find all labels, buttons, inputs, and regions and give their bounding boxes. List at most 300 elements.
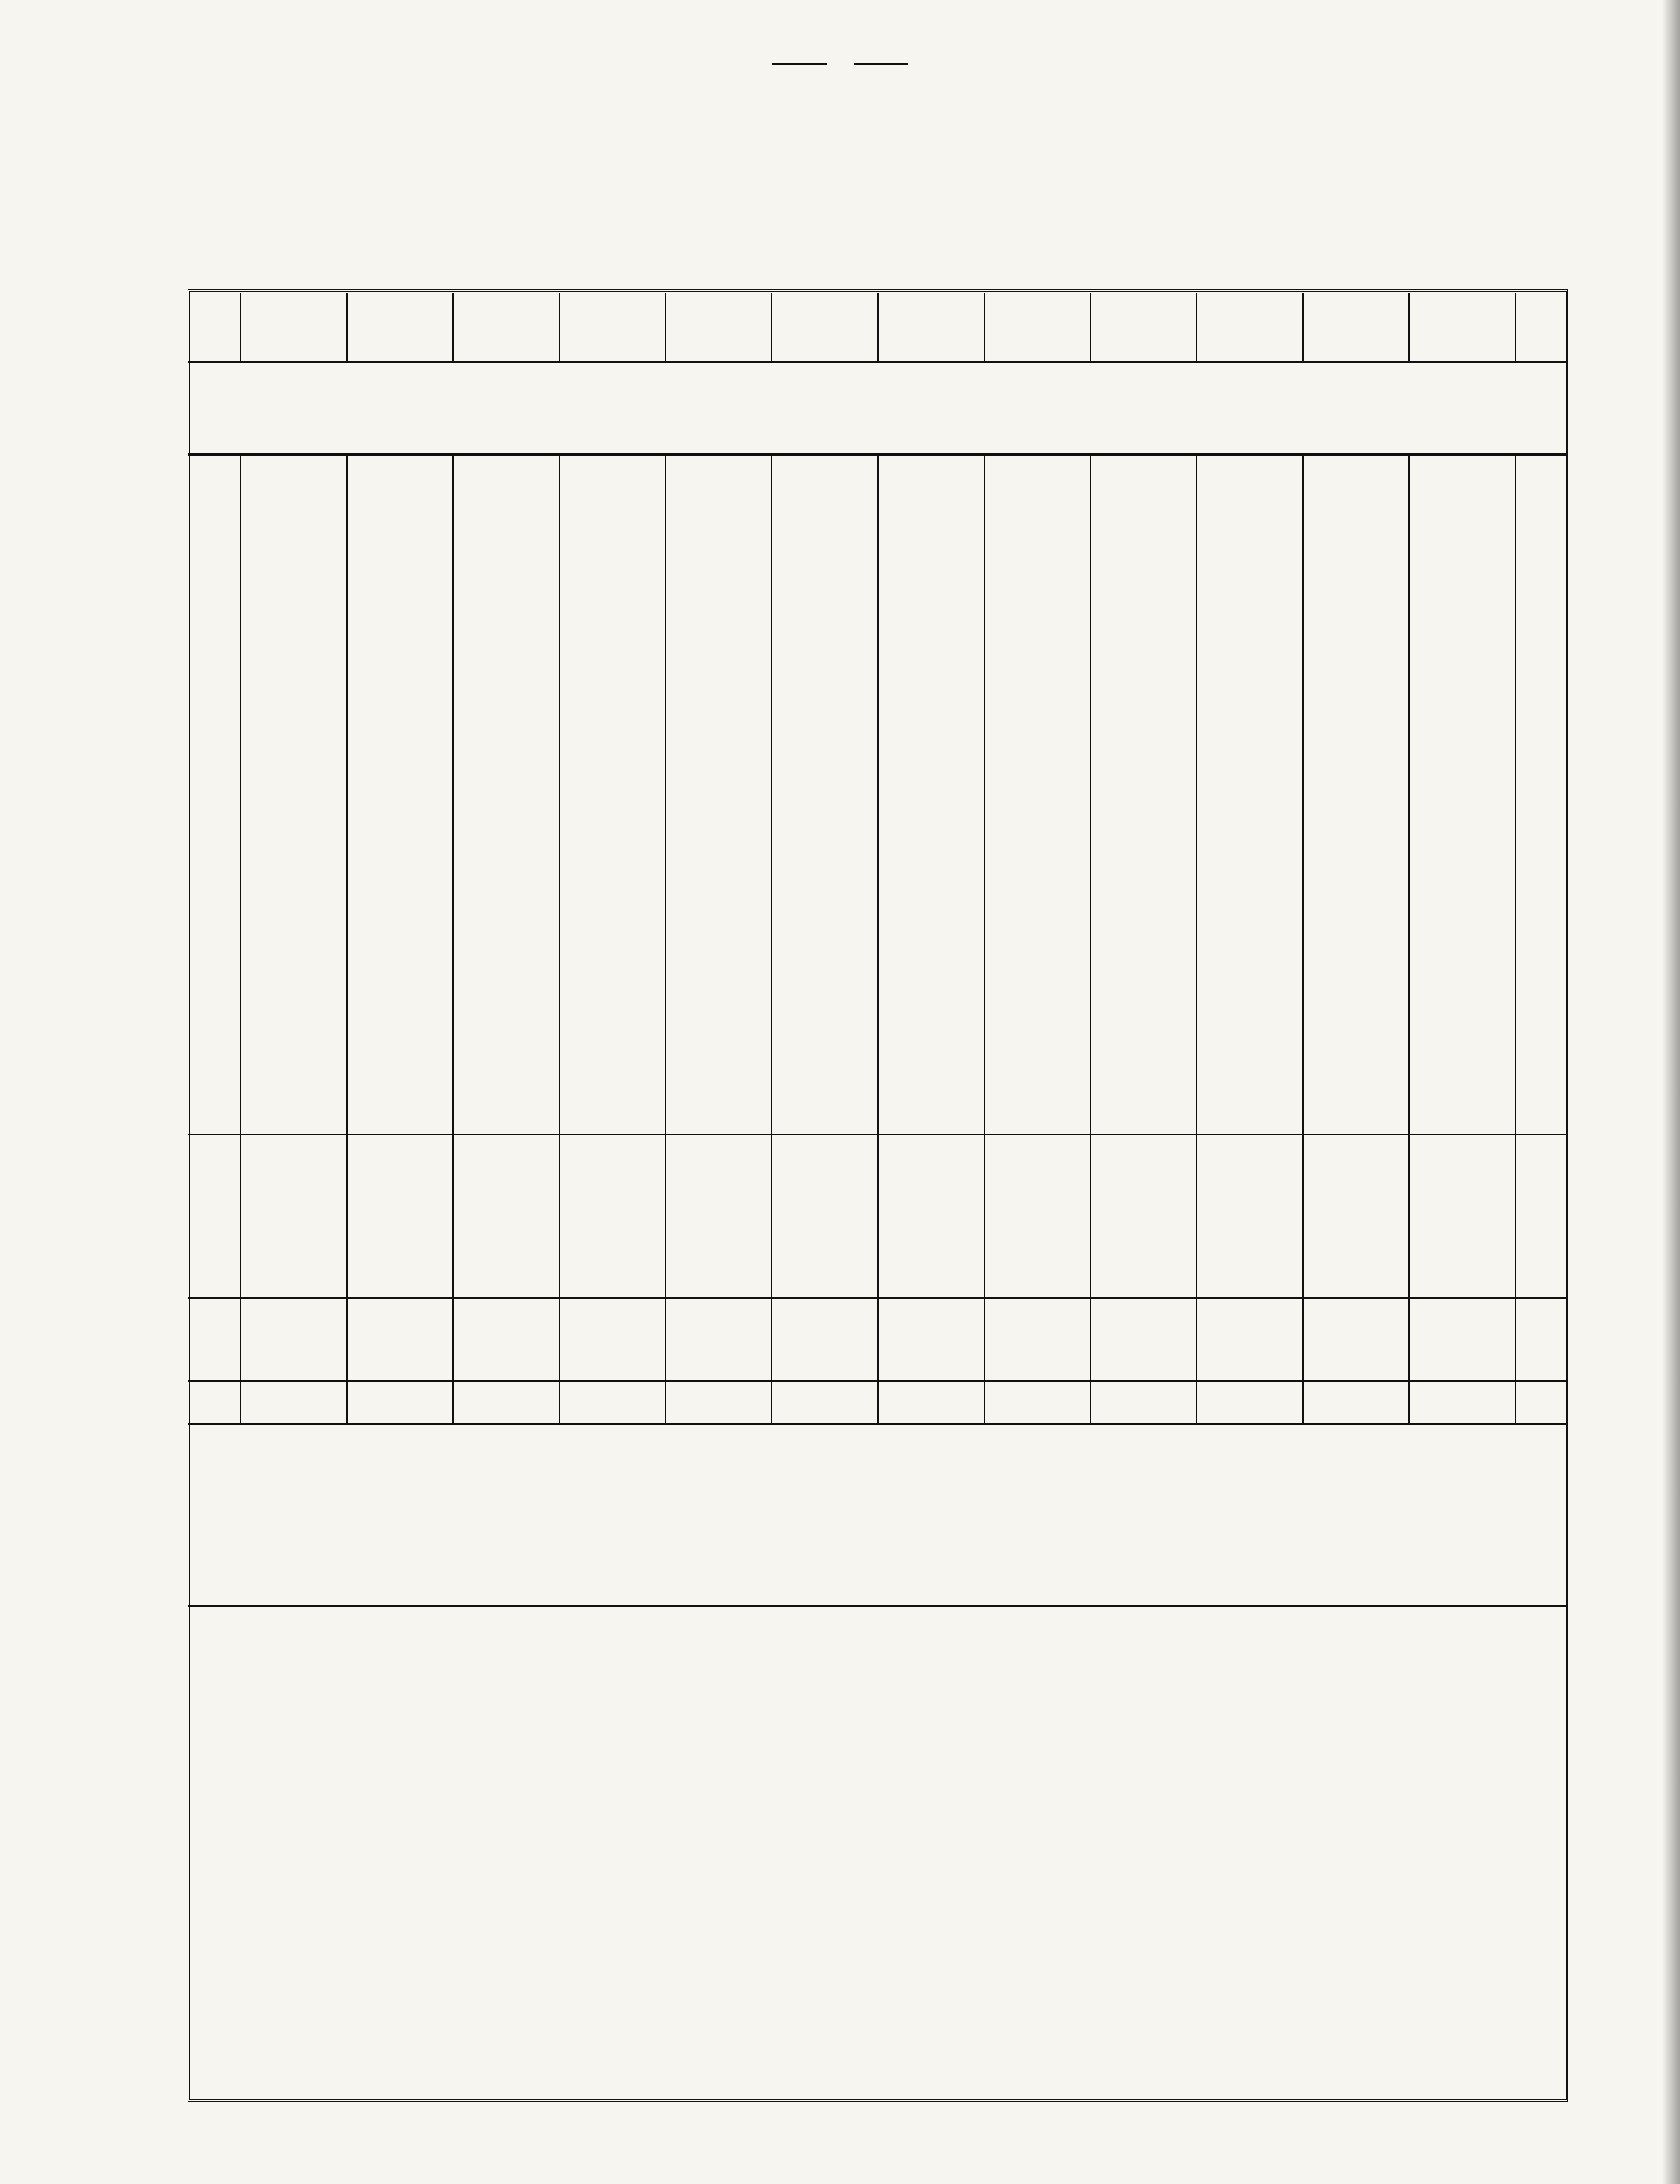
spacer-cell bbox=[1091, 1214, 1197, 1232]
table-cell bbox=[1303, 713, 1409, 734]
table-cell bbox=[666, 655, 772, 675]
table-cell bbox=[772, 534, 878, 555]
spacer-cell bbox=[453, 1214, 560, 1232]
spacer-cell bbox=[1409, 894, 1515, 912]
table-cell bbox=[984, 635, 1091, 655]
table-cell bbox=[666, 1276, 772, 1298]
table-cell bbox=[1303, 854, 1409, 874]
table-cell bbox=[1197, 615, 1303, 635]
table-cell bbox=[453, 874, 560, 894]
table-cell bbox=[1409, 794, 1515, 814]
table-cell bbox=[1091, 574, 1197, 595]
table-cell bbox=[1409, 1013, 1515, 1033]
table-cell bbox=[878, 814, 984, 834]
table-cell bbox=[347, 854, 453, 874]
table-cell bbox=[772, 973, 878, 993]
table-cell bbox=[1303, 952, 1409, 973]
table-cell bbox=[1515, 1113, 1569, 1134]
spacer-cell bbox=[1091, 455, 1197, 474]
table-cell bbox=[1091, 474, 1197, 494]
table-cell bbox=[1303, 773, 1409, 794]
table-cell bbox=[241, 814, 347, 834]
table-cell bbox=[1303, 973, 1409, 993]
table-cell bbox=[1303, 912, 1409, 932]
table-cell bbox=[984, 594, 1091, 615]
table-row bbox=[188, 834, 1568, 854]
table-cell bbox=[241, 514, 347, 534]
table-cell bbox=[984, 854, 1091, 874]
table-cell bbox=[453, 635, 560, 655]
spacer-cell bbox=[984, 894, 1091, 912]
table-cell bbox=[453, 952, 560, 973]
spacer-cell bbox=[560, 455, 666, 474]
spacer-cell bbox=[347, 675, 453, 693]
spacer-cell bbox=[984, 1214, 1091, 1232]
table-cell bbox=[188, 693, 241, 713]
table-cell bbox=[1197, 1073, 1303, 1093]
table-cell bbox=[1409, 733, 1515, 753]
spacer-cell bbox=[188, 1134, 241, 1149]
table-cell bbox=[666, 773, 772, 794]
table-cell bbox=[878, 1254, 984, 1276]
table-header-row bbox=[188, 293, 1568, 362]
table-cell bbox=[1515, 932, 1569, 953]
table-cell bbox=[772, 733, 878, 753]
table-cell bbox=[984, 1093, 1091, 1114]
table-cell bbox=[984, 753, 1091, 774]
table-cell bbox=[453, 1171, 560, 1192]
table-cell bbox=[1409, 1254, 1515, 1276]
table-cell bbox=[453, 932, 560, 953]
spacer-cell bbox=[984, 1134, 1091, 1149]
table-cell bbox=[241, 594, 347, 615]
table-cell bbox=[1091, 615, 1197, 635]
table-cell bbox=[188, 912, 241, 932]
spacer-row bbox=[188, 894, 1568, 912]
table-cell bbox=[984, 1073, 1091, 1093]
table-cell bbox=[1409, 874, 1515, 894]
table-cell bbox=[188, 1192, 241, 1214]
table-cell bbox=[188, 1013, 241, 1033]
table-cell bbox=[1409, 834, 1515, 854]
table-cell bbox=[1409, 1033, 1515, 1053]
table-cell bbox=[1197, 932, 1303, 953]
spacer-cell bbox=[1197, 894, 1303, 912]
table-cell bbox=[1197, 1149, 1303, 1171]
table-cell bbox=[1091, 1033, 1197, 1053]
table-cell bbox=[241, 474, 347, 494]
table-cell bbox=[347, 1171, 453, 1192]
table-cell bbox=[878, 773, 984, 794]
spacer-cell bbox=[666, 675, 772, 693]
table-cell bbox=[1197, 693, 1303, 713]
row-label bbox=[188, 1232, 241, 1254]
table-cell bbox=[772, 1073, 878, 1093]
table-cell bbox=[560, 932, 666, 953]
summary-row bbox=[188, 1340, 1568, 1381]
table-cell bbox=[1197, 854, 1303, 874]
table-cell bbox=[188, 1033, 241, 1053]
table-cell bbox=[453, 1298, 560, 1340]
table-cell bbox=[1303, 574, 1409, 595]
table-cell bbox=[188, 973, 241, 993]
spacer-cell bbox=[453, 455, 560, 474]
table-cell bbox=[1303, 494, 1409, 514]
table-cell bbox=[878, 973, 984, 993]
table-cell bbox=[772, 1298, 878, 1340]
table-cell bbox=[772, 514, 878, 534]
table-cell bbox=[1303, 693, 1409, 713]
table-cell bbox=[1303, 794, 1409, 814]
table-cell bbox=[1303, 1340, 1409, 1381]
table-row bbox=[188, 993, 1568, 1013]
table-cell bbox=[878, 1093, 984, 1114]
spacer-cell bbox=[1409, 1134, 1515, 1149]
table-cell bbox=[984, 1033, 1091, 1053]
table-cell bbox=[453, 713, 560, 734]
table-cell bbox=[453, 1053, 560, 1073]
table-cell bbox=[1091, 1053, 1197, 1073]
table-cell bbox=[878, 1171, 984, 1192]
table-cell bbox=[241, 1276, 347, 1298]
table-cell bbox=[1091, 912, 1197, 932]
table-cell bbox=[1197, 912, 1303, 932]
table-cell bbox=[772, 574, 878, 595]
table-cell bbox=[560, 794, 666, 814]
table-cell bbox=[347, 1113, 453, 1134]
table-cell bbox=[188, 655, 241, 675]
table-cell bbox=[347, 1053, 453, 1073]
table-row bbox=[188, 973, 1568, 993]
table-row bbox=[188, 713, 1568, 734]
table-cell bbox=[984, 494, 1091, 514]
table-cell bbox=[347, 574, 453, 595]
spacer-cell bbox=[560, 675, 666, 693]
table-cell bbox=[241, 1093, 347, 1114]
table-cell bbox=[1515, 814, 1569, 834]
decade-row bbox=[188, 1149, 1568, 1171]
table-cell bbox=[1091, 693, 1197, 713]
spacer-cell bbox=[453, 1134, 560, 1149]
table-cell bbox=[560, 534, 666, 555]
table-cell bbox=[1303, 615, 1409, 635]
table-cell bbox=[1515, 733, 1569, 753]
table-cell bbox=[453, 794, 560, 814]
table-cell bbox=[878, 794, 984, 814]
table-row bbox=[188, 474, 1568, 494]
table-cell bbox=[347, 993, 453, 1013]
table-cell bbox=[1303, 1053, 1409, 1073]
table-cell bbox=[1409, 1232, 1515, 1254]
spacer-cell bbox=[1091, 1134, 1197, 1149]
table-cell bbox=[188, 615, 241, 635]
spacer-cell bbox=[241, 675, 347, 693]
table-cell bbox=[1409, 912, 1515, 932]
table-cell bbox=[666, 1113, 772, 1134]
table-cell bbox=[1197, 874, 1303, 894]
table-cell bbox=[772, 753, 878, 774]
table-cell bbox=[188, 594, 241, 615]
table-cell bbox=[1197, 1113, 1303, 1134]
row-label bbox=[188, 1254, 241, 1276]
table-cell bbox=[347, 1232, 453, 1254]
table-cell bbox=[1409, 773, 1515, 794]
table-cell bbox=[772, 713, 878, 734]
table-cell bbox=[1197, 952, 1303, 973]
table-cell bbox=[560, 635, 666, 655]
table-cell bbox=[188, 834, 241, 854]
table-cell bbox=[1515, 753, 1569, 774]
table-cell bbox=[984, 574, 1091, 595]
table-cell bbox=[241, 574, 347, 595]
table-cell bbox=[772, 834, 878, 854]
table-cell bbox=[241, 952, 347, 973]
table-cell bbox=[1515, 834, 1569, 854]
table-cell bbox=[453, 993, 560, 1013]
table-cell bbox=[453, 1340, 560, 1381]
table-cell bbox=[1515, 1033, 1569, 1053]
table-row bbox=[188, 655, 1568, 675]
table-cell bbox=[1091, 1192, 1197, 1214]
table-cell bbox=[878, 655, 984, 675]
table-cell bbox=[1409, 693, 1515, 713]
table-cell bbox=[666, 713, 772, 734]
table-cell bbox=[188, 494, 241, 514]
table-cell bbox=[453, 693, 560, 713]
table-cell bbox=[878, 1073, 984, 1093]
table-cell bbox=[241, 1192, 347, 1214]
table-row bbox=[188, 1093, 1568, 1114]
table-cell bbox=[453, 1276, 560, 1298]
column-header bbox=[984, 293, 1091, 362]
table-cell bbox=[241, 1340, 347, 1381]
table-cell bbox=[878, 1013, 984, 1033]
table-cell bbox=[666, 993, 772, 1013]
table-cell bbox=[347, 655, 453, 675]
table-cell bbox=[453, 534, 560, 555]
table-cell bbox=[1091, 1276, 1197, 1298]
table-cell bbox=[878, 574, 984, 595]
table-cell bbox=[453, 655, 560, 675]
table-cell bbox=[1409, 932, 1515, 953]
table-cell bbox=[1091, 874, 1197, 894]
table-cell bbox=[560, 973, 666, 993]
table-cell bbox=[878, 753, 984, 774]
table-cell bbox=[241, 1013, 347, 1033]
table-cell bbox=[560, 713, 666, 734]
table-cell bbox=[984, 1013, 1091, 1033]
table-cell bbox=[984, 932, 1091, 953]
table-cell bbox=[878, 514, 984, 534]
spacer-cell bbox=[666, 1214, 772, 1232]
table-row bbox=[188, 794, 1568, 814]
table-cell bbox=[1197, 993, 1303, 1013]
table-cell bbox=[1409, 854, 1515, 874]
table-row bbox=[188, 1053, 1568, 1073]
table-cell bbox=[560, 814, 666, 834]
table-cell bbox=[666, 615, 772, 635]
table-cell bbox=[666, 733, 772, 753]
table-cell bbox=[560, 655, 666, 675]
table-cell bbox=[241, 655, 347, 675]
table-cell bbox=[241, 1298, 347, 1340]
spacer-cell bbox=[1303, 455, 1409, 474]
table-cell bbox=[666, 534, 772, 555]
page-number bbox=[0, 45, 1680, 77]
table-cell bbox=[984, 952, 1091, 973]
spacer-cell bbox=[1515, 1134, 1569, 1149]
table-cell bbox=[1515, 973, 1569, 993]
table-cell bbox=[347, 874, 453, 894]
table-cell bbox=[1091, 952, 1197, 973]
table-cell bbox=[1515, 1171, 1569, 1192]
table-cell bbox=[772, 1149, 878, 1171]
table-cell bbox=[347, 534, 453, 555]
table-cell bbox=[347, 912, 453, 932]
spacer-cell bbox=[878, 1134, 984, 1149]
table-cell bbox=[1409, 574, 1515, 595]
table-cell bbox=[984, 1254, 1091, 1276]
table-cell bbox=[878, 1033, 984, 1053]
table-cell bbox=[984, 814, 1091, 834]
table-cell bbox=[560, 1276, 666, 1298]
column-header bbox=[1515, 293, 1569, 362]
row-label bbox=[1515, 1276, 1569, 1298]
table-cell bbox=[878, 1053, 984, 1073]
table-cell bbox=[453, 1113, 560, 1134]
table-cell bbox=[453, 973, 560, 993]
table-cell bbox=[1197, 713, 1303, 734]
table-cell bbox=[1303, 1113, 1409, 1134]
table-cell bbox=[772, 1033, 878, 1053]
table-cell bbox=[560, 615, 666, 635]
summary-row bbox=[188, 1381, 1568, 1424]
spacer-cell bbox=[347, 894, 453, 912]
table-cell bbox=[241, 1053, 347, 1073]
row-label bbox=[188, 1276, 241, 1298]
table-cell bbox=[453, 854, 560, 874]
table-cell bbox=[772, 474, 878, 494]
column-header bbox=[772, 293, 878, 362]
table-row bbox=[188, 773, 1568, 794]
table-cell bbox=[347, 1276, 453, 1298]
spacer-cell bbox=[347, 455, 453, 474]
table-cell bbox=[1409, 554, 1515, 574]
table-cell bbox=[347, 932, 453, 953]
table-cell bbox=[188, 814, 241, 834]
table-cell bbox=[878, 834, 984, 854]
table-cell bbox=[772, 814, 878, 834]
table-cell bbox=[560, 1192, 666, 1214]
table-cell bbox=[1515, 1192, 1569, 1214]
table-cell bbox=[666, 1073, 772, 1093]
table-cell bbox=[1091, 594, 1197, 615]
row-label bbox=[1515, 1298, 1569, 1340]
spacer-cell bbox=[1197, 675, 1303, 693]
table-cell bbox=[1197, 1276, 1303, 1298]
column-header bbox=[1409, 293, 1515, 362]
table-cell bbox=[560, 554, 666, 574]
table-cell bbox=[984, 1232, 1091, 1254]
table-cell bbox=[560, 1149, 666, 1171]
table-cell bbox=[878, 713, 984, 734]
table-cell bbox=[1515, 952, 1569, 973]
table-cell bbox=[241, 733, 347, 753]
table-cell bbox=[666, 1033, 772, 1053]
table-cell bbox=[984, 993, 1091, 1013]
spacer-cell bbox=[666, 1134, 772, 1149]
decade-row bbox=[188, 1192, 1568, 1214]
table-cell bbox=[1091, 1232, 1197, 1254]
table-cell bbox=[1409, 993, 1515, 1013]
table-cell bbox=[347, 1192, 453, 1214]
spacer-cell bbox=[772, 455, 878, 474]
table-cell bbox=[772, 693, 878, 713]
spacer-cell bbox=[1515, 455, 1569, 474]
table-cell bbox=[1303, 1093, 1409, 1114]
table-cell bbox=[878, 474, 984, 494]
column-header bbox=[241, 293, 347, 362]
table-cell bbox=[1303, 1073, 1409, 1093]
spacer-cell bbox=[1303, 894, 1409, 912]
table-cell bbox=[1091, 973, 1197, 993]
table-cell bbox=[347, 753, 453, 774]
rule bbox=[772, 63, 827, 65]
table-cell bbox=[1409, 1340, 1515, 1381]
table-cell bbox=[984, 912, 1091, 932]
table-cell bbox=[347, 494, 453, 514]
spacer-cell bbox=[1197, 1134, 1303, 1149]
table-cell bbox=[666, 753, 772, 774]
table-cell bbox=[188, 1171, 241, 1192]
table-cell bbox=[984, 1113, 1091, 1134]
table-cell bbox=[1409, 594, 1515, 615]
table-row bbox=[188, 753, 1568, 774]
table-cell bbox=[984, 874, 1091, 894]
table-cell bbox=[1197, 1053, 1303, 1073]
table-body bbox=[188, 362, 1568, 1424]
table-cell bbox=[1091, 554, 1197, 574]
table-cell bbox=[1197, 1093, 1303, 1114]
spacer-cell bbox=[1303, 1214, 1409, 1232]
table-cell bbox=[1515, 594, 1569, 615]
table-cell bbox=[984, 733, 1091, 753]
table-cell bbox=[1197, 814, 1303, 834]
table-cell bbox=[241, 794, 347, 814]
spacer-cell bbox=[1515, 894, 1569, 912]
table-cell bbox=[878, 733, 984, 753]
table-cell bbox=[188, 635, 241, 655]
table-row bbox=[188, 912, 1568, 932]
table-cell bbox=[772, 494, 878, 514]
table-cell bbox=[1091, 1171, 1197, 1192]
table-cell bbox=[1197, 733, 1303, 753]
spacer-cell bbox=[666, 894, 772, 912]
table-cell bbox=[453, 1149, 560, 1171]
table-cell bbox=[347, 1149, 453, 1171]
table-row bbox=[188, 574, 1568, 595]
table-cell bbox=[1091, 854, 1197, 874]
table-cell bbox=[878, 874, 984, 894]
table-cell bbox=[984, 713, 1091, 734]
table-cell bbox=[347, 773, 453, 794]
table-cell bbox=[878, 1298, 984, 1340]
table-cell bbox=[1303, 1232, 1409, 1254]
table-cell bbox=[1515, 534, 1569, 555]
section-row bbox=[188, 362, 1568, 455]
table-cell bbox=[453, 594, 560, 615]
table-cell bbox=[241, 554, 347, 574]
